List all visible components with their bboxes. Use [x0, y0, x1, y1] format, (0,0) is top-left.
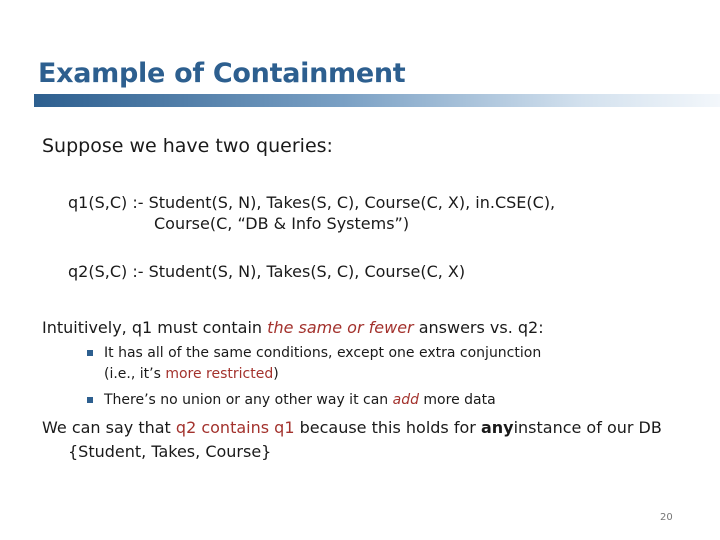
- conclusion-bold: any: [480, 418, 514, 437]
- q2-line: q2(S,C) :- Student(S, N), Takes(S, C), Course(C, X): [68, 262, 466, 281]
- intuitive-line: [42, 318, 544, 337]
- bullet-2-marker: [87, 397, 93, 403]
- bullet-1-line-2: [104, 366, 279, 382]
- bullet-1-marker: [87, 350, 93, 356]
- page-number: 20: [660, 512, 673, 523]
- bullet-1-line-1: It has all of the same conditions, except one extra conjunction: [104, 345, 542, 361]
- conclusion-line-1: [42, 418, 662, 437]
- q1-line-1: q1(S,C) :- Student(S, N), Takes(S, C), Course(C, X), in.CSE(C),: [68, 193, 556, 212]
- bullet-1-emphasis: more restricted: [165, 366, 274, 382]
- title-underline: [34, 94, 720, 107]
- bullet-1-pre: (i.e., it’s: [104, 366, 161, 382]
- bullet-1-post: ): [273, 366, 279, 382]
- conclusion-pre: We can say that: [42, 418, 171, 437]
- intuitive-emphasis: the same or fewer: [267, 318, 414, 337]
- conclusion-mid: because this holds for: [299, 418, 476, 437]
- intuitive-post: answers vs. q2:: [418, 318, 544, 337]
- bullet-2-emphasis: add: [392, 392, 419, 408]
- q1-line-2: Course(C, “DB & Info Systems”): [154, 214, 410, 233]
- intuitive-pre: Intuitively, q1 must contain: [42, 318, 263, 337]
- conclusion-post: instance of our DB: [513, 418, 662, 437]
- conclusion-line-2: {Student, Takes, Course}: [68, 442, 272, 461]
- slide-title: Example of Containment: [38, 58, 406, 89]
- bullet-2-post: more data: [423, 392, 496, 408]
- conclusion-emphasis: q2 contains q1: [175, 418, 295, 437]
- bullet-2-pre: There’s no union or any other way it can: [104, 392, 389, 408]
- intro-text: Suppose we have two queries:: [42, 135, 333, 157]
- bullet-2-line: [104, 392, 496, 408]
